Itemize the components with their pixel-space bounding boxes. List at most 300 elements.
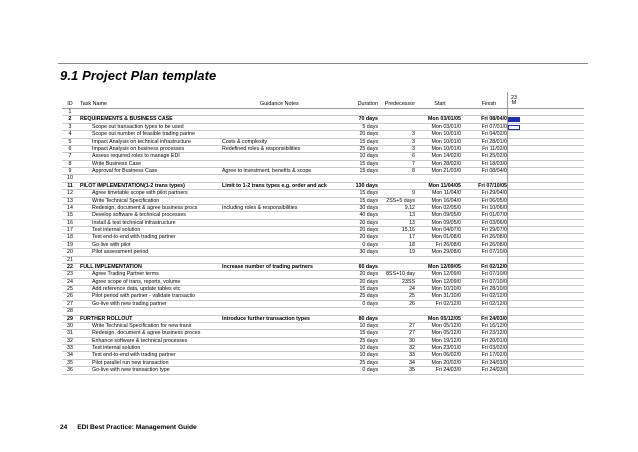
- cell-id: 8: [68, 160, 72, 167]
- cell-start: Mon 11/04/0: [431, 190, 461, 197]
- cell-predecessors: 27: [409, 330, 415, 337]
- cell-guidance-notes: [222, 345, 342, 352]
- cell-duration: 70 days: [358, 116, 378, 123]
- cell-start: Mon 19/12/0: [431, 337, 461, 344]
- table-row: [62, 227, 584, 234]
- cell-guidance-notes: [222, 279, 342, 286]
- cell-id: 17: [67, 227, 73, 233]
- cell-start: Mon 04/07/0: [431, 227, 461, 233]
- cell-start: Fri 02/12/0: [435, 300, 461, 307]
- cell-finish: Fri 08/04/0: [481, 116, 507, 123]
- cell-duration: 10 days: [359, 322, 378, 329]
- cell-start: Mon 01/08/0: [431, 234, 461, 241]
- cell-task-name: FURTHER ROLLOUT: [80, 315, 133, 322]
- cell-task-name: Approval for Business Case: [92, 168, 158, 174]
- cell-start: Mon 06/02/0: [431, 352, 461, 359]
- cell-start: Mon 20/02/0: [431, 359, 461, 366]
- table-row: [62, 367, 584, 374]
- cell-start: Mon 12/09/0: [431, 271, 461, 278]
- table-row: [62, 161, 584, 168]
- cell-id: 9: [68, 168, 72, 174]
- cell-predecessors: 27: [409, 322, 415, 329]
- table-row: [62, 139, 584, 146]
- cell-finish: Fri 02/12/0: [481, 293, 507, 300]
- cell-duration: 15 days: [359, 330, 378, 337]
- cell-guidance-notes: Redefined roles & responsibilities: [222, 145, 301, 152]
- cell-finish: Fri 28/01/0: [481, 138, 507, 145]
- header-guidance-notes: Guidance Notes: [260, 101, 299, 107]
- cell-finish: Fri 07/01/0: [481, 123, 507, 130]
- cell-duration: 60 days: [358, 263, 378, 270]
- cell-duration: 10 days: [359, 352, 378, 359]
- cell-finish: Fri 07/10/0: [481, 249, 507, 256]
- cell-id: 27: [67, 300, 73, 307]
- cell-task-name: Agree timetable scope with pilot partners: [92, 190, 188, 197]
- cell-task-name: Test end-to-end with trading partner: [92, 234, 176, 241]
- page-title: 9.1 Project Plan template: [60, 68, 217, 83]
- cell-id: 4: [68, 131, 72, 138]
- cell-finish: Fri 23/12/0: [481, 330, 507, 337]
- cell-guidance-notes: [222, 338, 342, 345]
- cell-duration: 25 days: [359, 337, 378, 344]
- cell-finish: Fri 16/12/0: [481, 322, 507, 329]
- cell-predecessors: 26: [409, 300, 415, 307]
- gantt-task-bar: [508, 125, 520, 130]
- cell-id: 7: [68, 153, 72, 160]
- cell-task-name: Impact Analysis on business processes: [92, 145, 185, 152]
- cell-finish: Fri 10/06/0: [481, 204, 507, 211]
- cell-guidance-notes: [222, 323, 342, 330]
- cell-start: Mon 31/10/0: [431, 293, 461, 300]
- cell-guidance-notes: [222, 131, 342, 138]
- cell-finish: Fri 28/10/0: [481, 286, 507, 292]
- header-timescale-top: 23: [511, 94, 517, 101]
- cell-id: 26: [67, 293, 73, 300]
- cell-task-name: Go live with pilot: [92, 241, 131, 248]
- cell-duration: 20 days: [359, 219, 378, 226]
- footer-title: EDI Best Practice: Management Guide: [77, 424, 197, 431]
- project-plan-table: [62, 92, 584, 375]
- cell-duration: 15 days: [359, 197, 378, 204]
- gantt-summary-bar: [508, 117, 520, 122]
- cell-finish: Fri 08/04/0: [481, 168, 507, 174]
- cell-guidance-notes: [222, 330, 342, 337]
- cell-guidance-notes: [222, 190, 342, 197]
- cell-duration: 30 days: [359, 204, 378, 211]
- cell-predecessors: 3: [412, 138, 415, 145]
- cell-duration: 0 days: [362, 241, 378, 248]
- header-task-name: Task Name: [80, 101, 107, 107]
- cell-id: 19: [67, 241, 73, 248]
- cell-predecessors: 13: [409, 219, 415, 226]
- cell-task-name: Test end-to-end with trading partner: [92, 352, 176, 359]
- table-row: [62, 330, 584, 337]
- cell-start: Mon 05/12/0: [431, 330, 461, 337]
- cell-predecessors: 13: [409, 212, 415, 219]
- cell-id: 28: [67, 308, 73, 315]
- table-row: [62, 242, 584, 249]
- cell-predecessors: [380, 308, 415, 315]
- cell-finish: Fri 11/02/0: [482, 145, 507, 152]
- table-row: [62, 190, 584, 197]
- cell-guidance-notes: [222, 352, 342, 359]
- cell-guidance-notes: [222, 198, 342, 205]
- cell-start: Mon 05/12/0: [431, 322, 461, 329]
- table-row: [62, 308, 584, 315]
- cell-duration: [344, 175, 378, 182]
- cell-predecessors: 3: [412, 145, 415, 152]
- cell-task-name: [80, 257, 220, 264]
- cell-task-name: Write Business Case: [92, 160, 142, 167]
- cell-guidance-notes: [222, 249, 342, 256]
- cell-predecessors: 32: [409, 345, 415, 351]
- cell-finish: Fri 24/03/0: [481, 359, 507, 366]
- cell-duration: 15 days: [359, 286, 378, 292]
- cell-predecessors: [380, 116, 415, 123]
- cell-start: [417, 109, 461, 116]
- cell-guidance-notes: [222, 220, 342, 227]
- cell-duration: 80 days: [358, 315, 378, 322]
- header-finish: Finish: [481, 101, 497, 107]
- table-row: [62, 168, 584, 175]
- cell-task-name: Write Technical Specification for new trans: [92, 322, 192, 329]
- cell-id: 33: [67, 345, 73, 351]
- cell-id: 6: [68, 145, 72, 152]
- header-predecessors: Predecessor: [384, 101, 415, 107]
- cell-task-name: REQUIREMENTS & BUSINESS CASE: [80, 116, 173, 123]
- cell-start: Mon 03/01/05: [428, 116, 461, 123]
- table-row: [62, 234, 584, 241]
- cell-id: 12: [67, 190, 73, 197]
- header-id: ID: [67, 101, 73, 107]
- cell-duration: 10 days: [359, 345, 378, 351]
- cell-duration: 5 days: [362, 123, 378, 130]
- cell-task-name: Pilot assessment period: [92, 249, 149, 256]
- table-row: [62, 264, 584, 271]
- cell-finish: Fri 07/10/0: [481, 271, 507, 278]
- cell-start: Mon 02/05/0: [431, 204, 461, 211]
- header-duration: Duration: [357, 101, 378, 107]
- cell-duration: [344, 257, 378, 264]
- table-row: [62, 116, 584, 123]
- cell-id: 31: [67, 330, 73, 337]
- cell-id: 24: [67, 278, 73, 285]
- cell-task-name: Scope out transaction types to be used: [92, 123, 184, 130]
- cell-finish: Fri 29/04/0: [481, 190, 507, 197]
- cell-finish: Fri 24/03/0: [481, 367, 507, 374]
- cell-guidance-notes: [222, 161, 342, 168]
- cell-task-name: Test internal solution: [92, 345, 141, 351]
- cell-id: 5: [68, 138, 72, 145]
- cell-task-name: Go-live with new transaction type: [92, 367, 170, 374]
- cell-id: 36: [67, 367, 73, 374]
- table-row: [62, 338, 584, 345]
- cell-finish: Fri 17/02/0: [481, 352, 507, 359]
- cell-id: 34: [67, 352, 73, 359]
- cell-id: 23: [67, 271, 73, 278]
- cell-finish: [463, 175, 507, 182]
- page-footer: [60, 424, 197, 431]
- cell-id: 30: [67, 322, 73, 329]
- cell-predecessors: [380, 109, 415, 116]
- cell-predecessors: 24: [409, 286, 415, 292]
- table-row: [62, 146, 584, 153]
- cell-predecessors: 9,12: [404, 204, 415, 211]
- cell-id: 29: [67, 315, 73, 322]
- cell-predecessors: [380, 124, 415, 131]
- table-row: [62, 257, 584, 264]
- table-row: [62, 124, 584, 131]
- cell-id: 18: [67, 234, 73, 241]
- cell-start: [417, 308, 461, 315]
- cell-start: Mon 23/01/0: [431, 345, 461, 351]
- cell-task-name: FULL IMPLEMENTATION: [80, 263, 142, 270]
- cell-task-name: Redesign, document & agree business procs: [92, 204, 198, 211]
- cell-guidance-notes: [222, 293, 342, 300]
- cell-guidance-notes: [222, 367, 342, 374]
- cell-start: [417, 175, 461, 182]
- cell-predecessors: 30: [409, 337, 415, 344]
- top-rule: [58, 63, 588, 64]
- cell-duration: 10 days: [359, 153, 378, 160]
- table-row: [62, 175, 584, 182]
- cell-task-name: [80, 308, 220, 315]
- cell-id: 22: [67, 263, 73, 270]
- cell-guidance-notes: [222, 234, 342, 241]
- cell-start: Mon 29/08/0: [431, 249, 461, 256]
- cell-finish: Fri 25/02/0: [481, 153, 507, 160]
- cell-finish: Fri 24/03/0: [481, 315, 507, 322]
- cell-guidance-notes: [222, 301, 342, 308]
- cell-start: Mon 14/02/0: [431, 153, 461, 160]
- cell-duration: 25 days: [359, 359, 378, 366]
- cell-id: 11: [67, 182, 73, 189]
- cell-guidance-notes: [222, 153, 342, 160]
- cell-start: Mon 10/01/0: [431, 145, 461, 152]
- cell-predecessors: 23SS: [402, 278, 415, 285]
- table-body: [62, 109, 584, 375]
- cell-predecessors: 15,16: [401, 227, 415, 233]
- cell-task-name: Agree scope of trans, reports, volume: [92, 278, 181, 285]
- cell-predecessors: 25: [409, 293, 415, 300]
- cell-duration: 15 days: [359, 138, 378, 145]
- cell-finish: [463, 109, 507, 116]
- cell-duration: 15 days: [359, 160, 378, 167]
- table-row: [62, 279, 584, 286]
- cell-id: 14: [67, 204, 73, 211]
- cell-start: Mon 10/01/0: [431, 131, 461, 138]
- cell-id: 21: [67, 256, 73, 263]
- table-row: [62, 131, 584, 138]
- cell-finish: Fri 26/08/0: [481, 234, 507, 241]
- cell-finish: Fri 02/12/0: [481, 300, 507, 307]
- gantt-divider: [507, 92, 508, 374]
- cell-duration: 20 days: [359, 278, 378, 285]
- cell-id: 15: [67, 212, 73, 219]
- cell-start: Fri 24/03/0: [435, 367, 461, 374]
- cell-predecessors: [380, 264, 415, 271]
- cell-start: Mon 10/01/0: [431, 138, 461, 145]
- cell-start: [417, 257, 461, 264]
- cell-id: 16: [67, 219, 73, 226]
- cell-duration: 20 days: [359, 271, 378, 278]
- table-row: [62, 109, 584, 116]
- cell-start: Fri 26/08/0: [435, 241, 461, 248]
- cell-finish: Fri 07/10/05: [478, 182, 507, 189]
- cell-task-name: [80, 175, 220, 182]
- cell-predecessors: 33: [409, 352, 415, 359]
- cell-id: 2: [68, 116, 72, 123]
- cell-guidance-notes: Limit to 1-2 trans types e.g. order and ack: [222, 182, 327, 189]
- cell-predecessors: 7: [412, 160, 415, 167]
- table-row: [62, 212, 584, 219]
- cell-task-name: Pilot parallel run new transaction: [92, 359, 169, 366]
- cell-finish: Fri 03/06/0: [481, 219, 507, 226]
- cell-id: 1: [68, 109, 72, 115]
- cell-guidance-notes: [222, 242, 342, 249]
- cell-id: 10: [67, 175, 73, 182]
- cell-task-name: [80, 109, 220, 116]
- cell-start: Mon 03/01/0: [431, 123, 461, 130]
- cell-predecessors: 35: [409, 367, 415, 374]
- cell-finish: Fri 06/05/0: [481, 197, 507, 204]
- cell-duration: 0 days: [362, 300, 378, 307]
- cell-guidance-notes: Agree to investment, benefits & scope: [222, 168, 312, 174]
- cell-start: Mon 12/09/0: [431, 278, 461, 285]
- cell-guidance-notes: Introduce further transaction types: [222, 315, 311, 322]
- cell-task-name: Test internal solution: [92, 227, 141, 233]
- table-row: [62, 271, 584, 278]
- cell-guidance-notes: [222, 286, 342, 293]
- table-row: [62, 352, 584, 359]
- cell-guidance-notes: [222, 271, 342, 278]
- cell-guidance-notes: [222, 124, 342, 131]
- cell-duration: 15 days: [359, 168, 378, 174]
- cell-guidance-notes: [222, 109, 342, 116]
- cell-predecessors: 8: [412, 168, 415, 174]
- header-timescale: [509, 96, 519, 107]
- cell-finish: [463, 308, 507, 315]
- cell-start: Mon 11/04/05: [428, 182, 461, 189]
- cell-guidance-notes: [222, 308, 342, 315]
- cell-duration: 130 days: [355, 182, 378, 189]
- cell-duration: 25 days: [359, 293, 378, 300]
- cell-finish: Fri 26/08/0: [481, 241, 507, 248]
- cell-duration: 40 days: [359, 212, 378, 219]
- cell-guidance-notes: [222, 212, 342, 219]
- cell-id: 32: [67, 337, 73, 344]
- cell-finish: Fri 18/03/0: [481, 160, 507, 167]
- cell-finish: Fri 04/02/0: [481, 131, 507, 138]
- cell-finish: Fri 03/02/0: [481, 345, 507, 351]
- cell-task-name: Assess required roles to manage EDI: [92, 153, 180, 160]
- cell-start: Mon 09/05/0: [431, 219, 461, 226]
- cell-duration: 20 days: [359, 227, 378, 233]
- cell-task-name: Write Technical Specification: [92, 197, 160, 204]
- cell-start: Mon 05/12/05: [428, 315, 461, 322]
- table-row: [62, 183, 584, 190]
- cell-id: 13: [67, 197, 73, 204]
- table-row: [62, 323, 584, 330]
- cell-duration: 20 days: [359, 131, 378, 138]
- cell-predecessors: 19: [409, 249, 415, 256]
- cell-predecessors: 2SS+5 days: [386, 197, 415, 204]
- cell-task-name: Develop software & technical processes: [92, 212, 186, 219]
- cell-finish: Fri 07/10/0: [481, 278, 507, 285]
- cell-duration: 30 days: [359, 249, 378, 256]
- cell-finish: Fri 29/07/0: [481, 227, 507, 233]
- table-row: [62, 293, 584, 300]
- table-row: [62, 286, 584, 293]
- cell-predecessors: [380, 183, 415, 190]
- cell-predecessors: 9: [412, 190, 415, 197]
- cell-predecessors: 3: [412, 131, 415, 138]
- table-row: [62, 205, 584, 212]
- cell-start: Mon 16/04/0: [431, 197, 461, 204]
- cell-task-name: PILOT IMPLEMENTATION(1-2 trans types): [80, 182, 185, 189]
- table-row: [62, 360, 584, 367]
- cell-predecessors: 34: [409, 359, 415, 366]
- cell-task-name: Install & test technical infrastructure: [92, 219, 176, 226]
- cell-guidance-notes: [222, 175, 342, 182]
- cell-guidance-notes: [222, 360, 342, 367]
- cell-finish: Fri 01/07/0: [481, 212, 507, 219]
- table-row: [62, 316, 584, 323]
- cell-guidance-notes: [222, 227, 342, 234]
- cell-duration: [344, 109, 378, 116]
- cell-task-name: Add reference data, update tables etc: [92, 286, 181, 292]
- cell-task-name: Enhance software & technical processes: [92, 337, 188, 344]
- cell-predecessors: [380, 316, 415, 323]
- cell-task-name: Redesign, document & agree business proces: [92, 330, 201, 337]
- cell-predecessors: [380, 175, 415, 182]
- cell-predecessors: 8SS+10 day: [385, 271, 415, 278]
- cell-id: 35: [67, 359, 73, 366]
- cell-task-name: Pilot period with partner - validate transactio: [92, 293, 196, 300]
- table-header: [62, 92, 584, 109]
- cell-duration: 0 days: [362, 367, 378, 374]
- cell-start: Mon 28/02/0: [431, 160, 461, 167]
- cell-predecessors: 6: [412, 153, 415, 160]
- header-timescale-bottom: M: [511, 100, 517, 107]
- cell-duration: [344, 308, 378, 315]
- table-row: [62, 249, 584, 256]
- cell-finish: Fri 20/01/0: [481, 337, 507, 344]
- table-row: [62, 220, 584, 227]
- cell-task-name: Impact Analysis on technical infrastructure: [92, 138, 191, 145]
- cell-start: Mon 10/10/0: [431, 286, 461, 292]
- cell-guidance-notes: [222, 257, 342, 264]
- cell-finish: [463, 257, 507, 264]
- table-row: [62, 345, 584, 352]
- cell-start: Mon 12/09/05: [428, 263, 461, 270]
- cell-start: Mon 21/03/0: [431, 168, 461, 174]
- cell-guidance-notes: [222, 116, 342, 123]
- cell-id: 3: [68, 123, 72, 130]
- cell-duration: 15 days: [359, 190, 378, 197]
- footer-page-number: 24: [60, 424, 68, 431]
- cell-start: Mon 09/05/0: [431, 212, 461, 219]
- cell-predecessors: 18: [409, 241, 415, 248]
- header-start: Start: [434, 101, 446, 107]
- cell-duration: 25 days: [359, 145, 378, 152]
- cell-guidance-notes: Increase number of trading partners: [222, 263, 313, 270]
- cell-predecessors: 17: [409, 234, 415, 241]
- cell-duration: 20 days: [359, 234, 378, 241]
- cell-task-name: Agree Trading Partner terms: [92, 271, 159, 278]
- cell-predecessors: [380, 257, 415, 264]
- table-row: [62, 301, 584, 308]
